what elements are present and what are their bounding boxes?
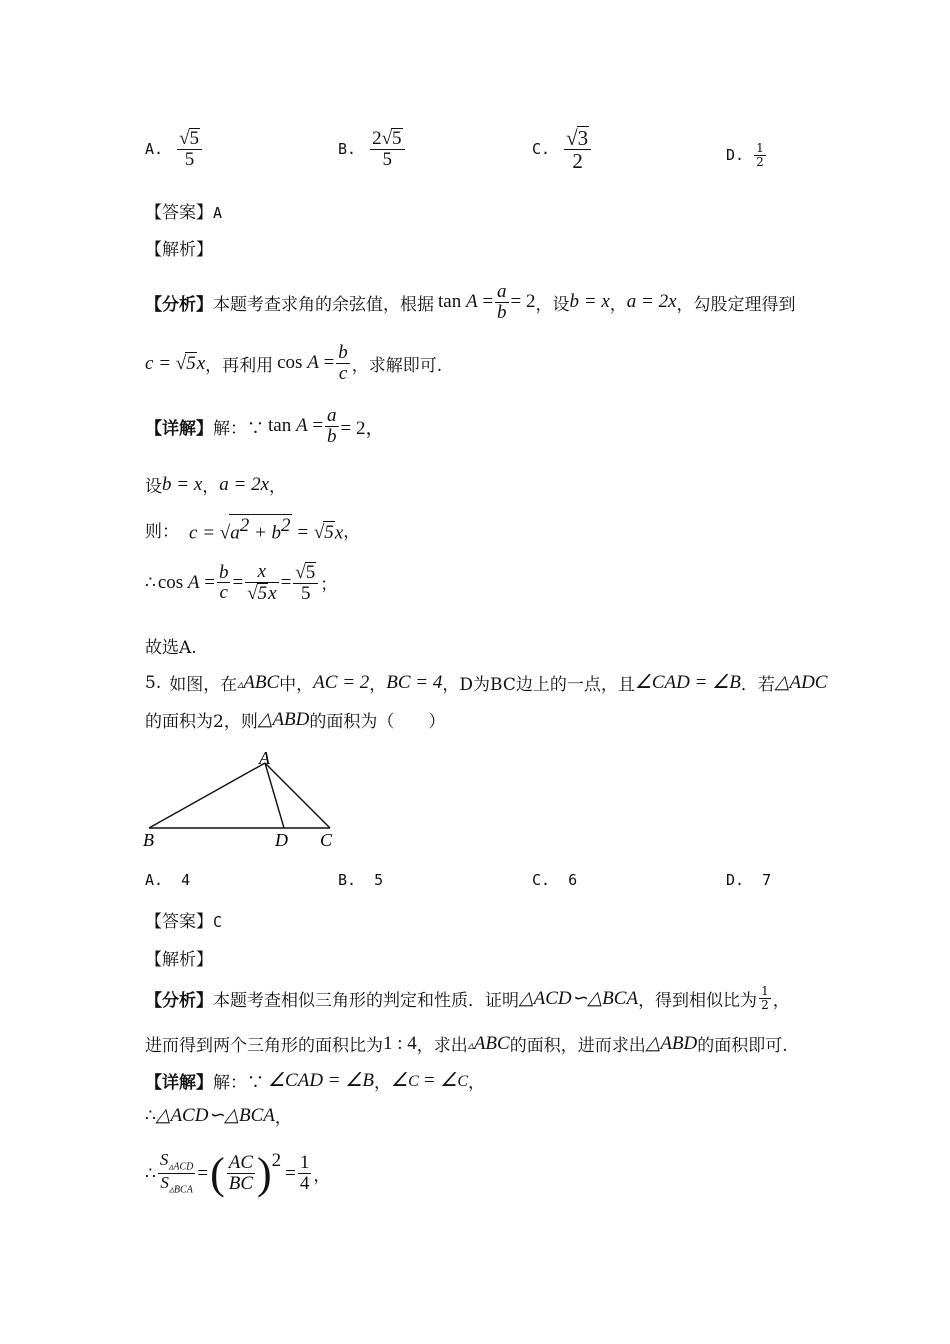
- q5-fenxi-line2: 进而得到两个三角形的面积比为 1 : 4 ，求出 ▵ABC 的面积，进而求出 △ABD 的面积即可.: [145, 1032, 788, 1056]
- q4-option-a-label: A.: [145, 139, 164, 158]
- q5-jiexi-tag: 【解析】: [145, 950, 213, 970]
- q4-fenxi-cos-formula: cos A =: [277, 352, 335, 374]
- q4-option-c: [532, 126, 593, 172]
- q5-similar-line: ∴ △ACD∽△BCA ，: [145, 1105, 292, 1128]
- q5-area-ratio-line: ∴ $\frac{S_{▵ACD}}{S_{▵BCA}}$ = ( $\frac{AC}{BC}$ ) 2 = $\frac{1}{4}$ ，: [145, 1149, 331, 1198]
- point-d-label: D: [275, 830, 288, 850]
- q4-xiangjie-tag: 【详解】: [145, 418, 213, 439]
- q5-option-a: A. 4: [145, 871, 191, 889]
- q4-cos-line: ∴ cos A = $\frac{b}{c}$ = $\frac{x}{√5x}$ = $\frac{√5}{5}$ ；: [145, 561, 338, 604]
- q4-fenxi-a-eq-2x: a = 2x: [626, 291, 677, 313]
- q5-xiangjie-tag: 【详解】: [145, 1073, 213, 1093]
- q4-option-a: [145, 128, 204, 170]
- q4-answer-tag: 【答案】: [145, 203, 213, 223]
- q4-option-b: [338, 128, 407, 170]
- q5-fenxi-tag: 【分析】: [145, 990, 213, 1011]
- q4-fenxi-line2: c = √5x ，再利用 cos A = $\frac{b}{c}$ ，求解即可.: [145, 342, 443, 384]
- q4-option-d: [726, 142, 768, 168]
- q4-option-d-fraction: $\frac{1}{2}$: [756, 141, 764, 169]
- q5-answer: [145, 907, 222, 932]
- q4-option-c-fraction: $\frac{√3}{2}$: [564, 126, 591, 172]
- q5-stem-line1: 5. 如图，在 ▵ABC 中， AC = 2 ， BC = 4 ，D为BC边上的一点，且 ∠CAD = ∠B ．若 △ADC: [145, 671, 828, 695]
- q4-xiangjie-line: 【详解】 解：∵ tan A = $\frac{a}{b}$ = 2，: [145, 405, 385, 447]
- q5-answer-value: C: [213, 913, 223, 931]
- q4-option-b-label: B.: [338, 139, 357, 158]
- q4-option-b-fraction: $\frac{2√5}{5}$: [370, 128, 404, 170]
- q4-option-d-label: D.: [726, 146, 745, 165]
- q4-fenxi-tan-formula: tan A =: [438, 291, 494, 313]
- q4-jiexi-tag: 【解析】: [145, 240, 213, 260]
- point-a-label: A: [259, 748, 270, 768]
- q4-c-line: 则： $c = √a^2 + b^2 = √5x$ ，: [145, 515, 361, 544]
- q4-fenxi-tag: 【分析】: [145, 294, 213, 315]
- q5-option-d: D. 7: [726, 871, 772, 889]
- q5-fenxi-line1: 【分析】 本题考查相似三角形的判定和性质．证明 △ACD∽△BCA ，得到相似比为 $\frac{1}{2}$ ，: [145, 984, 790, 1012]
- point-c-label: C: [320, 830, 333, 850]
- q4-guxuan: 故选A.: [145, 638, 197, 658]
- point-b-label: B: [143, 830, 154, 850]
- q4-fenxi-b-over-c: $\frac{b}{c}$: [338, 342, 348, 384]
- q5-number: 5.: [145, 672, 162, 693]
- segment-ab: [149, 763, 265, 828]
- q5-answer-tag: 【答案】: [145, 912, 213, 932]
- q5-stem-line2: 的面积为2，则 △ABD 的面积为（ ）: [145, 709, 446, 732]
- q5-fenxi-ratio-half: $\frac{1}{2}$: [761, 984, 769, 1012]
- q5-xiangjie-line: 【详解】 解：∵ ∠CAD = ∠B ， ∠C = ∠C ，: [145, 1070, 486, 1093]
- q4-fenxi-a-over-b: $\frac{a}{b}$: [497, 281, 507, 323]
- q4-fenxi-b-eq-x: b = x: [569, 291, 610, 313]
- q4-set-line: 设 b = x ， a = 2x ，: [145, 473, 287, 497]
- q4-answer: [145, 198, 222, 223]
- q4-answer-value: A: [213, 204, 223, 222]
- q4-fenxi-c-formula: c = √5x: [145, 352, 206, 374]
- q5-triangle-figure: [138, 745, 348, 855]
- q4-option-a-fraction: $\frac{√5}{5}$: [177, 128, 202, 170]
- q4-option-c-label: C.: [532, 140, 551, 159]
- q5-option-b: B. 5: [338, 871, 384, 889]
- q4-fenxi-line1: 【分析】 本题考查求角的余弦值，根据 tan A = $\frac{a}{b}$ = 2 ，设 b = x ， a = 2x ，勾股定理得到: [145, 281, 796, 323]
- q5-option-c: C. 6: [532, 871, 578, 889]
